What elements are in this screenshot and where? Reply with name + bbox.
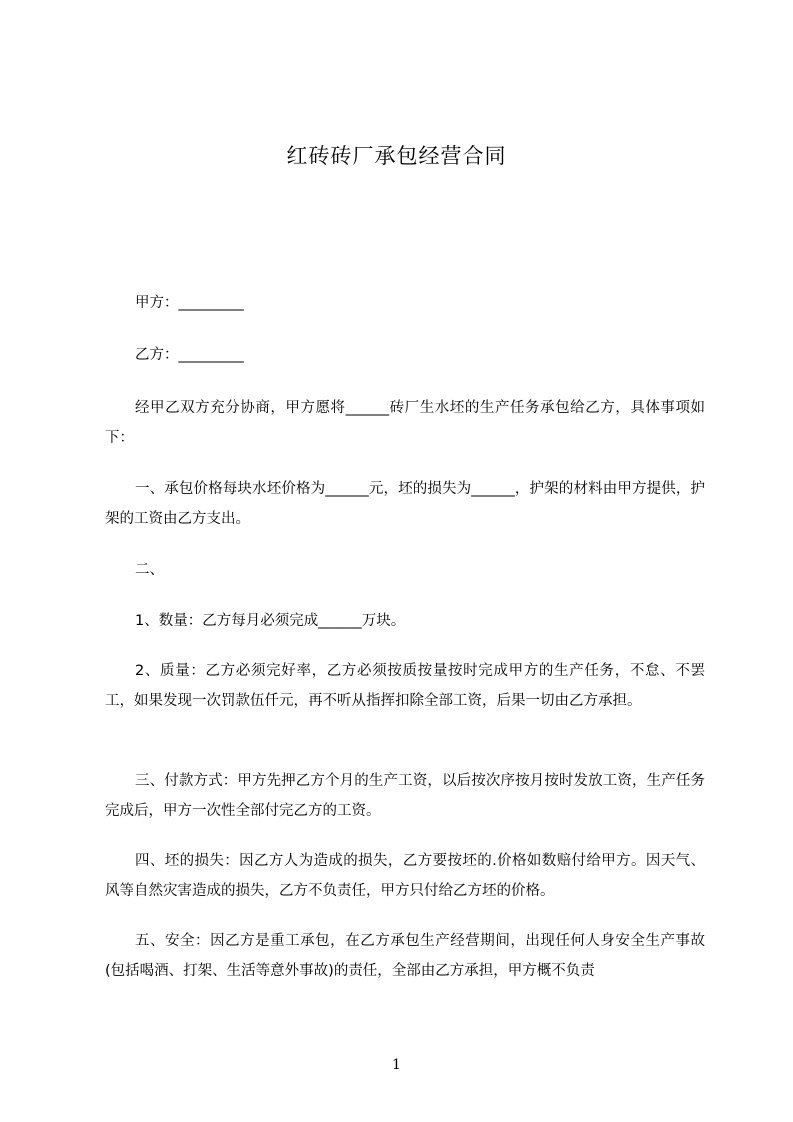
clause-3-paragraph: 三、付款方式：甲方先押乙方个月的生产工资，以后按次序按月按时发放工资，生产任务完成后，甲方一次性全部付完乙方的工资。 (105, 773, 705, 819)
party-a-line: 甲方：_________ (135, 295, 244, 311)
clause-5-paragraph: 五、安全：因乙方是重工承包，在乙方承包生产经营期间，出现任何人身安全生产事故(包括喝酒、打架、生活等意外事故)的责任，全部由乙方承担，甲方概不负责 (105, 933, 705, 979)
document-title: 红砖砖厂承包经营合同 (286, 144, 507, 168)
intro-paragraph: 经甲乙双方充分协商，甲方愿将______砖厂生水坯的生产任务承包给乙方，具体事项如下： (105, 400, 705, 446)
clause-2-1-paragraph: 1、数量：乙方每月必须完成______万块。 (135, 613, 406, 629)
clause-2-heading: 二、 (135, 562, 164, 578)
clause-4-paragraph: 四、坯的损失：因乙方人为造成的损失，乙方要按坯的.价格如数赔付给甲方。因天气、风等自然灾害造成的损失，乙方不负责任，甲方只付给乙方坯的价格。 (105, 853, 705, 899)
party-b-line: 乙方：_________ (135, 347, 244, 363)
clause-1-paragraph: 一、承包价格每块水坯价格为______元，坯的损失为______，护架的材料由甲方提供，护架的工资由乙方支出。 (105, 481, 705, 527)
clause-2-2-paragraph: 2、质量：乙方必须完好率，乙方必须按质按量按时完成甲方的生产任务，不怠、不罢工，如果发现一次罚款伍仟元，再不听从指挥扣除全部工资，后果一切由乙方承担。 (105, 663, 705, 709)
page-number: 1 (392, 1057, 401, 1073)
